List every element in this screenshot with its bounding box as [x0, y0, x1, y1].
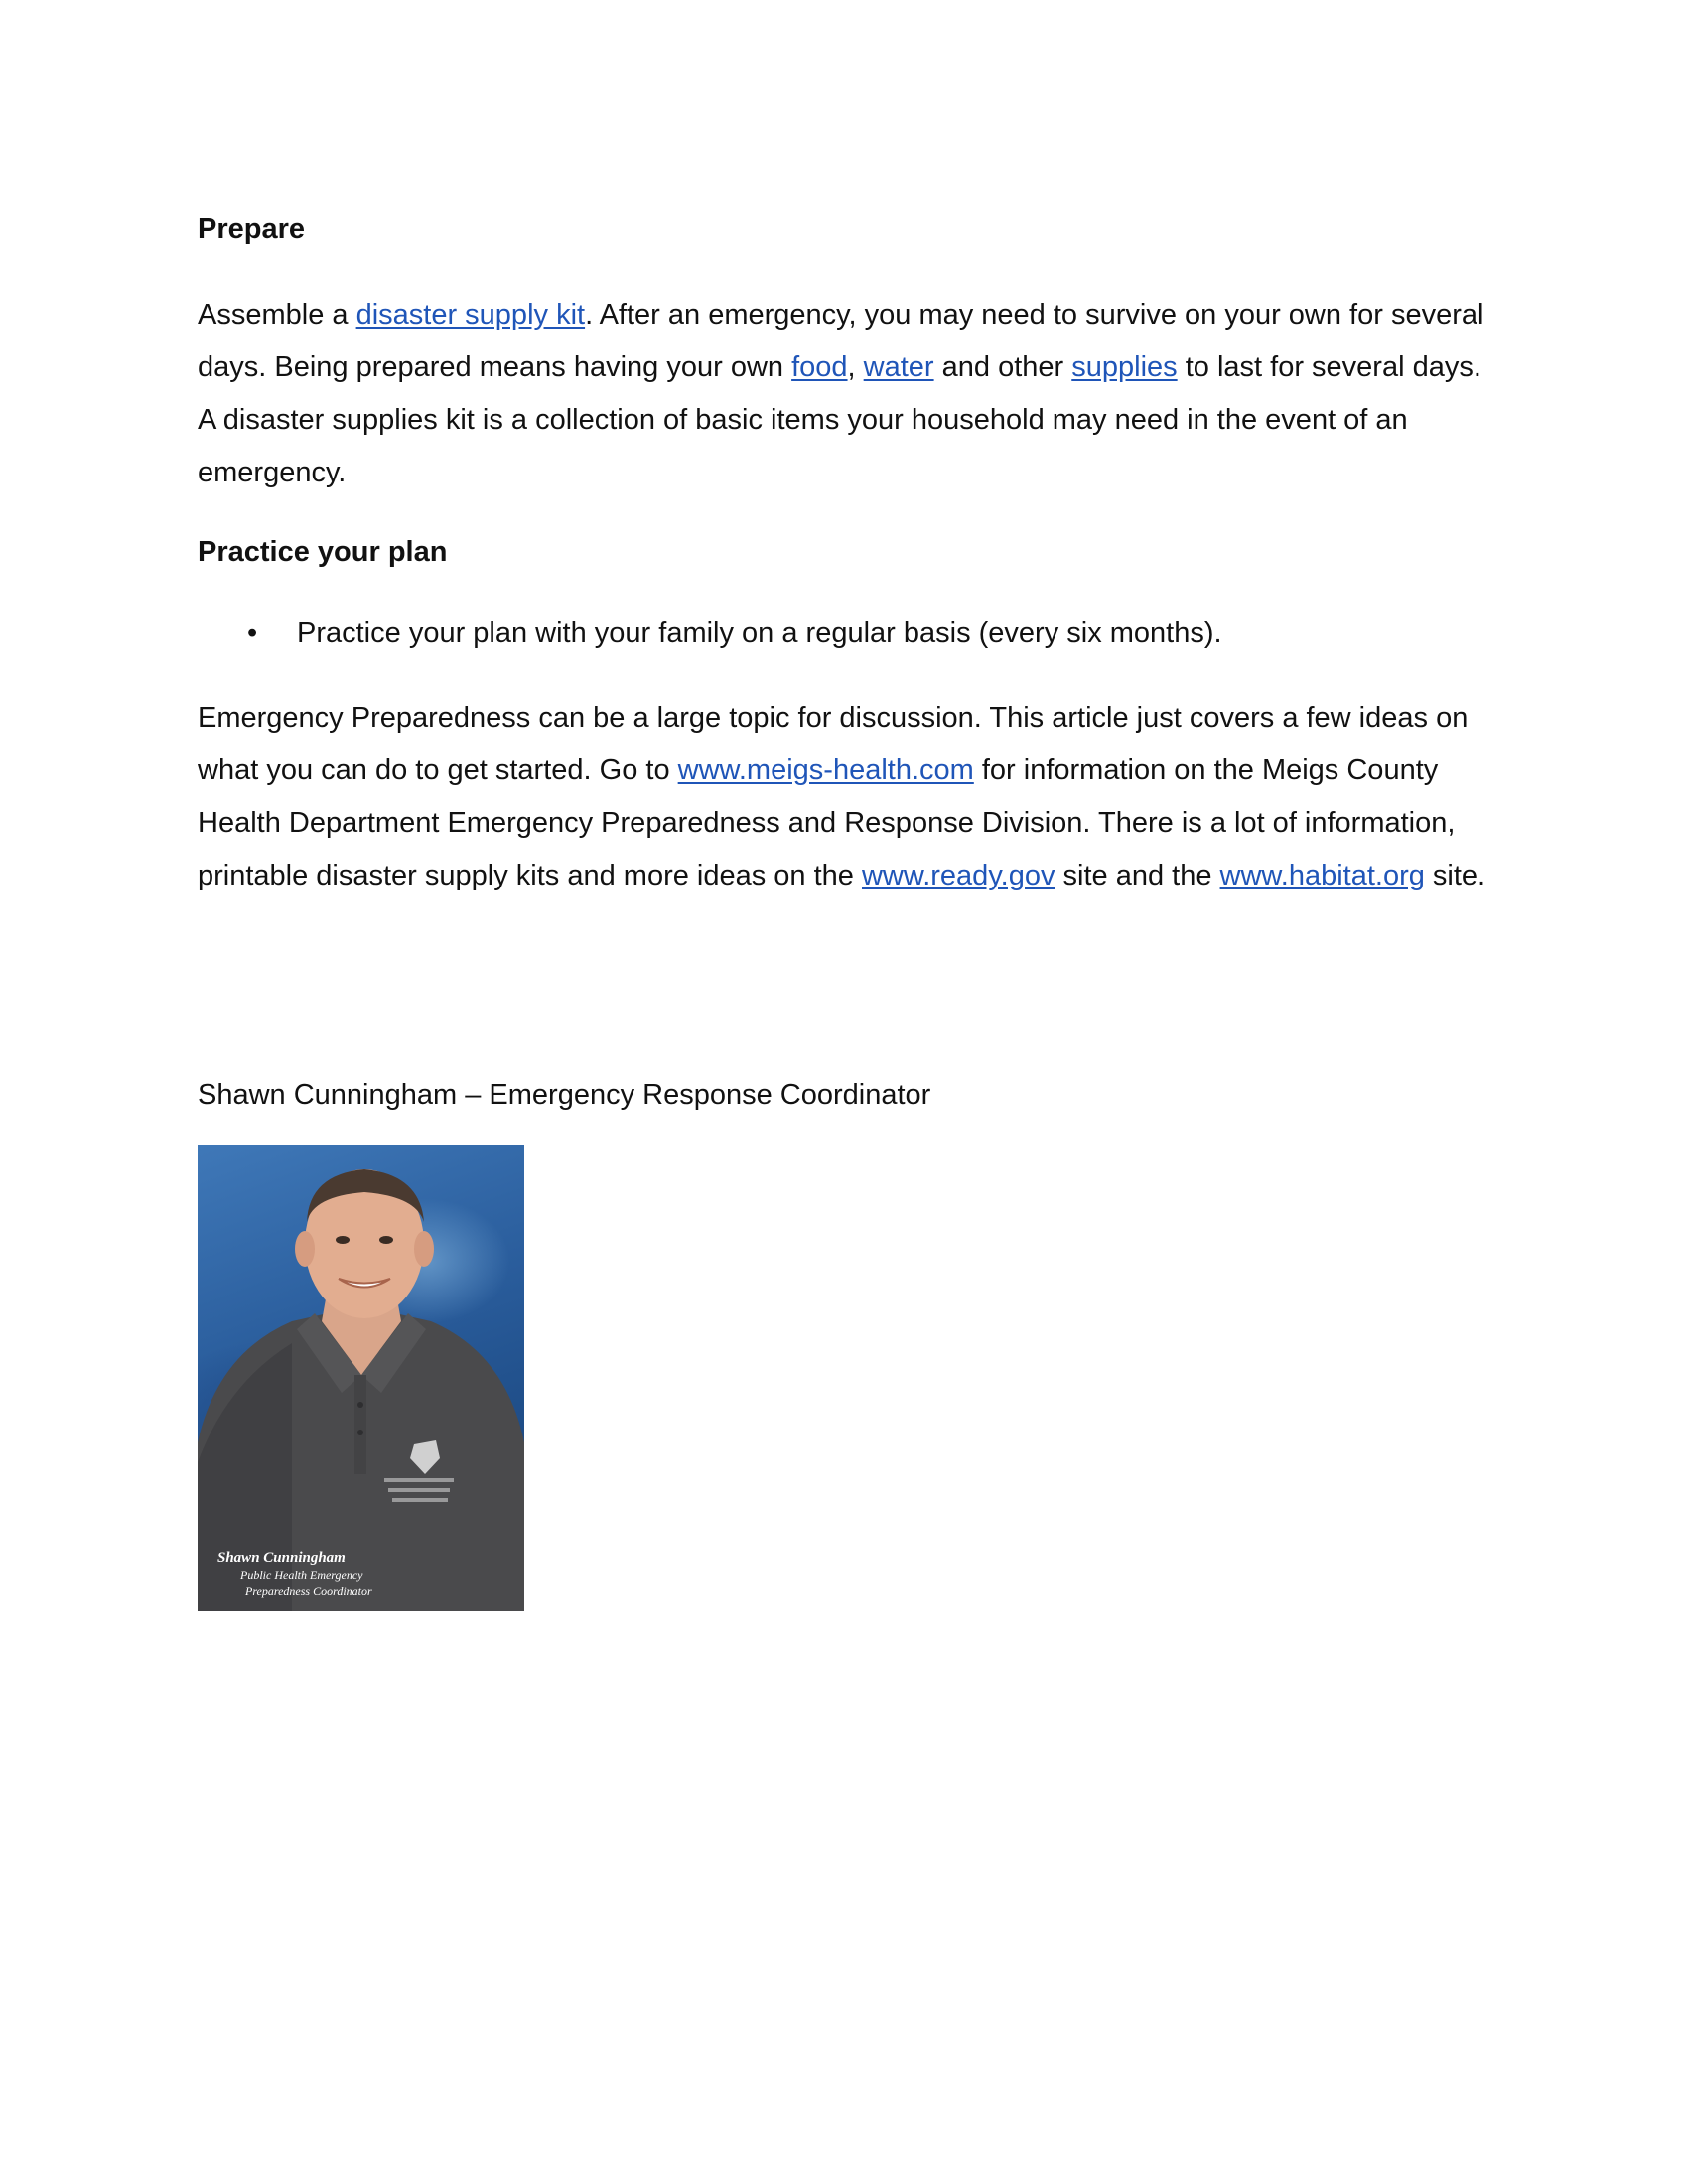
heading-prepare: Prepare: [198, 213, 306, 245]
link-water[interactable]: water: [863, 351, 934, 383]
signature-line: Shawn Cunningham – Emergency Response Coordinator: [198, 1079, 931, 1111]
link-disaster-supply-kit[interactable]: disaster supply kit: [355, 299, 586, 331]
text-run: and other: [933, 351, 1072, 383]
link-food[interactable]: food: [791, 351, 848, 383]
text-run: . After an emergency, you may need to survive on your own for several days. Being prepared means having your own: [198, 299, 1484, 383]
text-run: site and the: [1055, 860, 1220, 891]
bullet-icon: •: [247, 617, 258, 649]
portrait-photo: [198, 1145, 524, 1611]
text-run: Emergency Preparedness can be a large topic for discussion. This article just covers a few ideas on what you can do to get started. Go to: [198, 702, 1469, 786]
photo-caption-line3: Preparedness Coordinator: [245, 1584, 372, 1598]
text-run: site.: [1424, 860, 1486, 891]
paragraph-closing: [198, 692, 1488, 902]
text-run: ,: [847, 351, 864, 383]
link-meigs-health[interactable]: www.meigs-health.com: [677, 754, 974, 786]
photo-caption-name: Shawn Cunningham: [217, 1550, 346, 1566]
text-run: to last for several days. A disaster supplies kit is a collection of basic items your household may need in the event of an emergency.: [198, 351, 1481, 488]
link-supplies[interactable]: supplies: [1071, 351, 1178, 383]
text-run: for information on the Meigs County Health Department Emergency Preparedness and Response Division. There is a lot of information, printable disaster supply kits and more ideas on the: [198, 754, 1456, 891]
link-ready-gov[interactable]: www.ready.gov: [861, 860, 1055, 891]
bullet-text: Practice your plan with your family on a regular basis (every six months).: [297, 617, 1222, 649]
heading-practice-your-plan: Practice your plan: [198, 536, 448, 568]
photo-caption-line2: Public Health Emergency: [240, 1569, 363, 1582]
paragraph-prepare: [198, 289, 1488, 499]
link-habitat-org[interactable]: www.habitat.org: [1219, 860, 1425, 891]
text-run: Assemble a: [198, 299, 356, 331]
